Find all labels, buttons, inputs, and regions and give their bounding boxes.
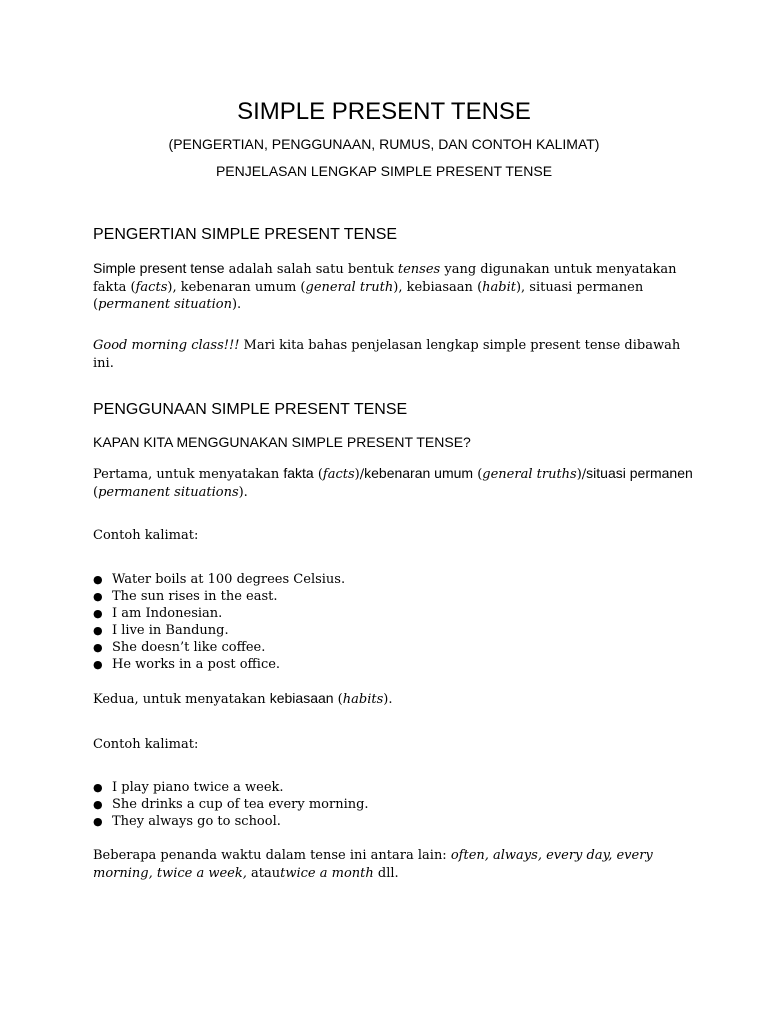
italic-run: often, always, every day, every morning, twice a week, xyxy=(93,848,653,881)
text-run: yang digunakan untuk menyatakan fakta ( xyxy=(93,262,677,295)
paragraph-usage-2 xyxy=(93,690,693,709)
italic-run: permanent situation xyxy=(98,297,232,312)
italic-run: tenses xyxy=(397,262,441,277)
list-item-text: She doesn’t like coffee. xyxy=(112,640,266,655)
list-item-text: They always go to school. xyxy=(112,814,281,829)
list-item-text: The sun rises in the east. xyxy=(112,589,278,604)
example-list-habits xyxy=(93,779,369,830)
bullet-icon: ● xyxy=(93,607,103,620)
bullet-icon: ● xyxy=(93,590,103,603)
bullet-icon: ● xyxy=(93,798,103,811)
section-heading-penggunaan: PENGGUNAAN SIMPLE PRESENT TENSE xyxy=(93,401,408,418)
bullet-icon: ● xyxy=(93,641,103,654)
bullet-icon: ● xyxy=(93,815,103,828)
keyword: kebiasaan xyxy=(269,690,334,706)
keyword: fakta xyxy=(283,465,314,481)
paragraph-time-markers xyxy=(93,847,693,882)
list-item xyxy=(93,813,369,830)
bullet-icon: ● xyxy=(93,658,103,671)
text-run: ( xyxy=(93,484,99,500)
page-title: SIMPLE PRESENT TENSE xyxy=(237,98,531,125)
text-run: )/ xyxy=(354,467,365,482)
page-subtitle-secondary: PENJELASAN LENGKAP SIMPLE PRESENT TENSE xyxy=(215,163,553,179)
italic-run: general truth xyxy=(305,279,394,295)
list-item xyxy=(93,656,345,673)
italic-run: facts xyxy=(135,279,168,295)
text-run: ), kebiasaan ( xyxy=(393,279,483,295)
text-run: ). xyxy=(238,484,248,500)
keyword: situasi permanen xyxy=(586,465,693,481)
text-run: dll. xyxy=(373,865,399,881)
list-item-text: He works in a post office. xyxy=(112,657,281,672)
italic-run: habit xyxy=(482,279,516,295)
example-label: Contoh kalimat: xyxy=(93,528,199,543)
keyword: kebenaran umum xyxy=(364,465,474,481)
text-run: ), situasi permanen ( xyxy=(93,279,644,312)
text-run: Pertama, untuk menyatakan xyxy=(93,467,284,482)
text-run: Mari kita bahas penjelasan lengkap simple present tense dibawah ini. xyxy=(93,338,681,371)
page-subtitle: (PENGERTIAN, PENGGUNAAN, RUMUS, DAN CONTOH KALIMAT) xyxy=(168,136,600,152)
italic-run: facts xyxy=(322,467,355,482)
text-run: adalah salah satu bentuk xyxy=(224,262,398,277)
list-item xyxy=(93,639,345,656)
list-item xyxy=(93,779,369,796)
list-item xyxy=(93,605,345,622)
section-heading-pengertian: PENGERTIAN SIMPLE PRESENT TENSE xyxy=(93,226,398,243)
list-item xyxy=(93,622,345,639)
paragraph-intro xyxy=(93,337,693,372)
text-run: ). xyxy=(383,692,393,707)
text-run: ( xyxy=(473,467,483,482)
text-run: )/ xyxy=(576,467,587,482)
text-run: Beberapa penanda waktu dalam tense ini antara lain: xyxy=(93,848,451,863)
bullet-icon: ● xyxy=(93,624,103,637)
list-item-text: Water boils at 100 degrees Celsius. xyxy=(112,572,346,587)
section-subheading: KAPAN KITA MENGGUNAKAN SIMPLE PRESENT TENSE? xyxy=(93,434,471,450)
example-label: Contoh kalimat: xyxy=(93,737,199,752)
italic-run: habits xyxy=(342,692,384,707)
text-run: Kedua, untuk menyatakan xyxy=(93,692,270,707)
text-run: ( xyxy=(313,467,323,482)
italic-run: twice a month xyxy=(280,865,374,881)
paragraph-definition xyxy=(93,260,693,314)
italic-run: permanent situations xyxy=(98,484,239,500)
text-run: ( xyxy=(333,692,343,707)
text-run: atau xyxy=(246,865,281,881)
text-run: ). xyxy=(231,297,242,312)
list-item xyxy=(93,588,345,605)
paragraph-usage-1 xyxy=(93,465,693,501)
list-item-text: I am Indonesian. xyxy=(112,606,223,621)
term: Simple present tense xyxy=(93,260,225,276)
text-run: ), kebenaran umum ( xyxy=(167,279,306,295)
bullet-icon: ● xyxy=(93,781,103,794)
list-item-text: I play piano twice a week. xyxy=(112,780,284,795)
list-item-text: She drinks a cup of tea every morning. xyxy=(112,797,369,812)
italic-run: Good morning class!!! xyxy=(93,338,240,353)
italic-run: general truths xyxy=(482,467,577,482)
bullet-icon: ● xyxy=(93,573,103,586)
example-list-facts xyxy=(93,571,345,673)
list-item xyxy=(93,796,369,813)
list-item xyxy=(93,571,345,588)
list-item-text: I live in Bandung. xyxy=(112,623,229,638)
